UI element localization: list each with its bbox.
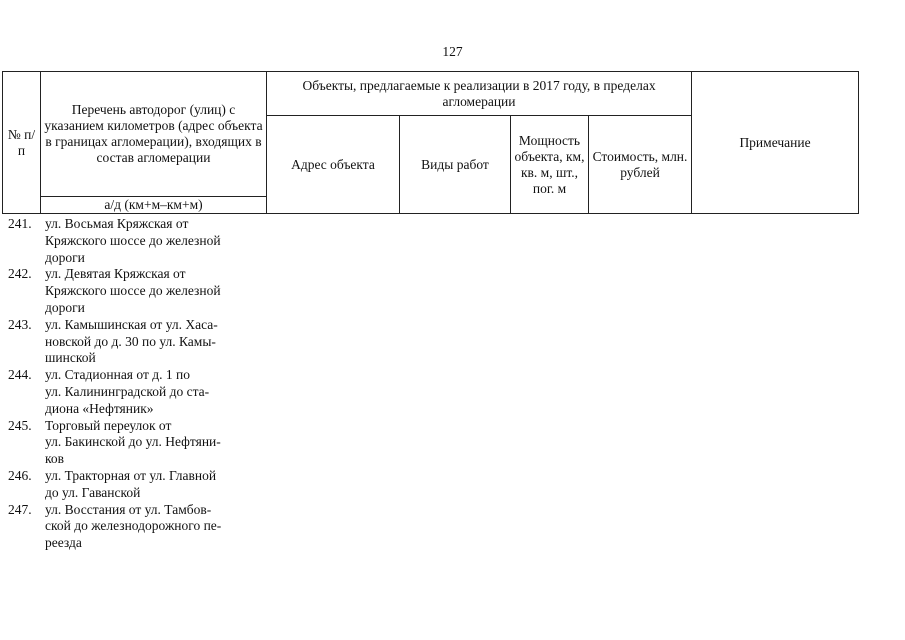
list-item-text: [45, 216, 268, 266]
list-item-line: Кряжского шоссе до железной: [45, 283, 221, 299]
column-roads-subheader: а/д (км+м–км+м): [41, 197, 267, 214]
column-note-header: Примечание: [692, 72, 859, 214]
list-item: [8, 418, 268, 468]
list-item-line: ул. Стадионная от д. 1 по: [45, 367, 190, 383]
list-item-number: 245.: [8, 417, 32, 433]
list-item-number: 246.: [8, 467, 32, 483]
list-item-line: шинской: [45, 350, 96, 366]
column-cost-header: Стоимость, млн. рублей: [589, 116, 692, 214]
column-work-types-header: Виды работ: [400, 116, 511, 214]
column-capacity-header: Мощность объекта, км, кв. м, шт., пог. м: [511, 116, 589, 214]
list-item-line: ской до железнодорожного пе-: [45, 518, 222, 534]
list-item-text: [45, 418, 268, 468]
list-item-number: 242.: [8, 266, 32, 282]
list-item-line: до ул. Гаванской: [45, 484, 141, 500]
list-item-line: ул. Камышинская от ул. Хаса-: [45, 316, 218, 332]
list-item-number: 247.: [8, 501, 32, 517]
list-item-number: 244.: [8, 367, 32, 383]
list-item-number: 241.: [8, 216, 32, 231]
column-address-header: Адрес объекта: [267, 116, 400, 214]
header-table: [2, 71, 859, 214]
list-item: [8, 502, 268, 552]
list-item-line: диона «Нефтяник»: [45, 400, 154, 416]
list-item-line: ул. Калининградской до ста-: [45, 383, 210, 399]
list-item: [8, 216, 268, 266]
list-item-line: ул. Восьмая Кряжская от: [45, 216, 189, 231]
list-item: [8, 266, 268, 316]
list-item-text: [45, 468, 268, 502]
list-item-number: 243.: [8, 316, 32, 332]
list-item-line: Кряжского шоссе до железной: [45, 232, 221, 248]
list-item-text: [45, 367, 268, 417]
list-item-text: [45, 317, 268, 367]
list-item-line: дороги: [45, 249, 85, 265]
list-item-line: ков: [45, 451, 64, 467]
list-item-line: ул. Бакинской до ул. Нефтяни-: [45, 434, 221, 450]
page-number: 127: [442, 44, 463, 59]
list-item-line: Торговый переулок от: [45, 417, 172, 433]
column-objects-header: Объекты, предлагаемые к реализации в 2017 году, в пределах агломерации: [267, 72, 692, 116]
list-item-text: [45, 266, 268, 316]
list-item: [8, 367, 268, 417]
list-item-line: ул. Тракторная от ул. Главной: [45, 467, 217, 483]
column-number-header: № п/п: [3, 72, 41, 214]
column-roads-header: Перечень автодорог (улиц) с указанием километров (адрес объекта в границах агломерации), входящих в состав агломерации: [41, 72, 267, 197]
list-item: [8, 468, 268, 502]
list-item-line: ул. Девятая Кряжская от: [45, 266, 186, 282]
list-item: [8, 317, 268, 367]
road-list: [8, 216, 268, 552]
list-item-text: [45, 502, 268, 552]
list-item-line: дороги: [45, 299, 85, 315]
list-item-line: реезда: [45, 535, 82, 551]
list-item-line: ул. Восстания от ул. Тамбов-: [45, 501, 212, 517]
list-item-line: новской до д. 30 по ул. Камы-: [45, 333, 216, 349]
